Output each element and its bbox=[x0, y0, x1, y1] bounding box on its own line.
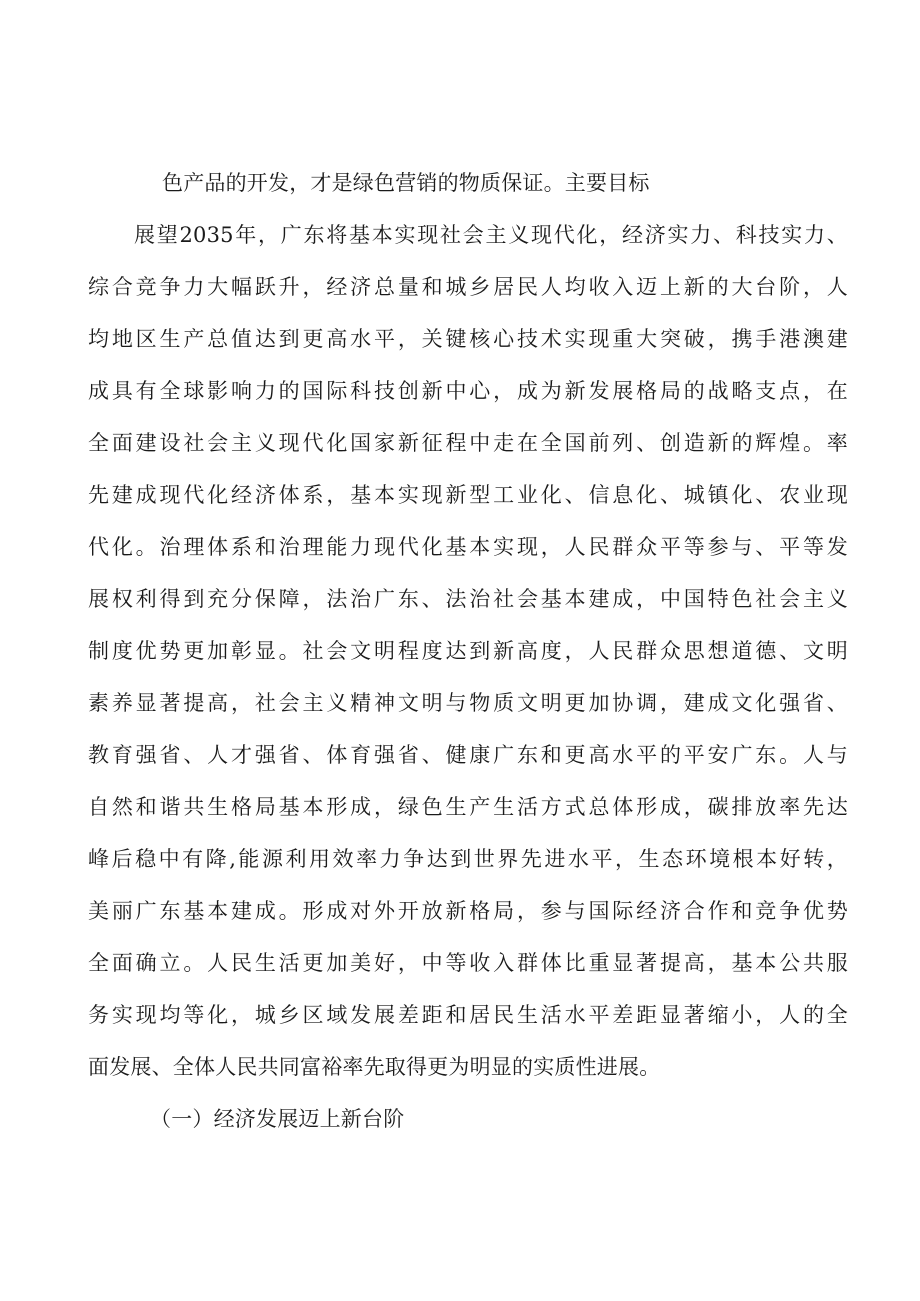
paragraph-line: 展权利得到充分保障，法治广东、法治社会基本建成，中国特色社会主义 bbox=[88, 587, 848, 611]
intro-line: 色产品的开发，才是绿色营销的物质保证。主要目标 bbox=[162, 171, 650, 195]
section-heading: （一）经济发展迈上新台阶 bbox=[150, 1107, 405, 1131]
paragraph-line: 代化。治理体系和治理能力现代化基本实现，人民群众平等参与、平等发 bbox=[88, 535, 848, 559]
paragraph-line: 全面建设社会主义现代化国家新征程中走在全国前列、创造新的辉煌。率 bbox=[88, 431, 848, 455]
paragraph-line: 全面确立。人民生活更加美好，中等收入群体比重显著提高，基本公共服 bbox=[88, 951, 848, 975]
paragraph-line: 自然和谐共生格局基本形成，绿色生产生活方式总体形成，碳排放率先达 bbox=[88, 795, 848, 819]
paragraph-line: 素养显著提高，社会主义精神文明与物质文明更加协调，建成文化强省、 bbox=[88, 691, 848, 715]
paragraph-line: 综合竞争力大幅跃升，经济总量和城乡居民人均收入迈上新的大台阶，人 bbox=[88, 275, 848, 299]
paragraph-line: 均地区生产总值达到更高水平，关键核心技术实现重大突破，携手港澳建 bbox=[88, 327, 848, 351]
paragraph-line: 务实现均等化，城乡区域发展差距和居民生活水平差距显著缩小，人的全 bbox=[88, 1003, 848, 1027]
paragraph-line: 成具有全球影响力的国际科技创新中心，成为新发展格局的战略支点，在 bbox=[88, 379, 848, 403]
paragraph-line: 峰后稳中有降,能源利用效率力争达到世界先进水平，生态环境根本好转， bbox=[88, 847, 848, 871]
paragraph-line: 展望2035年，广东将基本实现社会主义现代化，经济实力、科技实力、 bbox=[134, 223, 848, 247]
paragraph-line: 美丽广东基本建成。形成对外开放新格局，参与国际经济合作和竞争优势 bbox=[88, 899, 848, 923]
paragraph-line: 教育强省、人才强省、体育强省、健康广东和更高水平的平安广东。人与 bbox=[88, 743, 848, 767]
paragraph-line: 制度优势更加彰显。社会文明程度达到新高度，人民群众思想道德、文明 bbox=[88, 639, 848, 663]
paragraph-line: 先建成现代化经济体系，基本实现新型工业化、信息化、城镇化、农业现 bbox=[88, 483, 848, 507]
paragraph-line: 面发展、全体人民共同富裕率先取得更为明显的实质性进展。 bbox=[88, 1055, 661, 1079]
